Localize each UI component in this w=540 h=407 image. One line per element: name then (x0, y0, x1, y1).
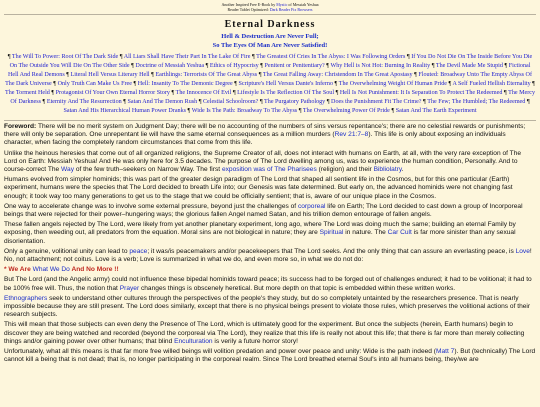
paragraph-ethnographers (4, 295, 536, 320)
link-separator: ¶ (51, 90, 56, 96)
link-separator: ¶ (42, 99, 47, 105)
bibliolatry-link[interactable]: Bibliolatry (373, 166, 402, 174)
foreword-text-end: ). This life is only about exposing an individuals character, when facing the completely random circumstances that come from this life. (4, 131, 506, 147)
link-separator: ¶ (258, 72, 263, 78)
link-separator: ¶ (133, 81, 138, 87)
text: ; it was/is peacemakers and/or peacekeepers that The Lord seeks. And the only thing that can assure an everlasting peace, is (147, 247, 516, 255)
enculturation-link[interactable]: Enculturation (174, 337, 213, 345)
text: These fallen angels rejected by The Lord, were likely from yet another planetary experiment, long ago, where The Lord was doing much the same; building an eternal Family by exposing, then weeding out, all predators from the equation. Moral sins are not biological in nature; they are (4, 221, 516, 237)
chapter-link[interactable]: Only Truth Can Make Us Free (57, 81, 132, 87)
text: Only a genuine, volitional unity can lead to (4, 247, 130, 255)
paragraph-creator (4, 150, 536, 175)
corporeal-link[interactable]: corporeal (297, 202, 326, 210)
chapter-link[interactable]: Does the Punishment Fit The Crime? (331, 99, 422, 105)
way-link[interactable]: Way (61, 166, 74, 174)
link-separator: ¶ (334, 81, 339, 87)
chapter-link[interactable]: Satan And The Earth Experiment (395, 108, 477, 114)
paragraph-deny-presence (4, 321, 536, 346)
text: (religion) and their (316, 166, 374, 174)
chapter-link[interactable]: The Mercy Of Darkness (10, 90, 535, 105)
chapter-link[interactable]: The Overwhelming Weight Of Human Pride (338, 81, 447, 87)
chapter-link[interactable]: The Greatest Of Cries In The Abyss: I Was Following Orders (256, 54, 406, 60)
link-separator: ¶ (251, 54, 257, 60)
link-separator: ¶ (119, 54, 124, 60)
link-separator: ¶ (335, 90, 340, 96)
link-separator: ¶ (123, 99, 128, 105)
link-separator: ¶ (448, 81, 453, 87)
paragraph-prayer (4, 276, 536, 292)
text: in nature. The (343, 229, 388, 237)
ethnographers-link[interactable]: Ethnographers (4, 294, 48, 302)
text: changes things is obscenely heretical. But more depth on that topic is embedded within these written works. (139, 284, 456, 292)
chapter-link[interactable]: Scripture's Hell Versus Dante's Inferno (238, 81, 334, 87)
dark-reader-link[interactable]: Dark Reader Fix Browsers (269, 7, 313, 12)
foreword-label: Foreword: (4, 123, 37, 130)
page-header (0, 2, 540, 50)
what-we-do-link[interactable]: What We Do (32, 266, 70, 274)
link-separator: ¶ (187, 108, 192, 114)
link-separator: ¶ (504, 63, 509, 69)
link-separator: ¶ (406, 54, 412, 60)
love-link[interactable]: Love (515, 247, 530, 255)
chapter-link[interactable]: Ethics of Hypocrisy (209, 63, 259, 69)
chapter-link[interactable]: Celestial Schoolroom? (202, 99, 259, 105)
chapter-link[interactable]: The Few; The Humbled; The Redeemed (427, 99, 526, 105)
text: But The Lord (and the Angelic army) could not influence these bipedal hominids toward peace; its success had to be forged out of challenges endured; it had to be volitional; it had to be 100% free will. Thus, the notion that (4, 276, 532, 292)
reader-note-pre: Reader Tablet Optimized: (227, 7, 270, 12)
link-separator: ¶ (259, 99, 265, 105)
text: Unlike the heinous heresies that come out of all organized religions, the Supreme Creator of all, does not interact with humans on Earth, at all, with the very rare exception of The Lord on Earth: Messiah Yeshua! And He was only here for 3.5 decades. The purpose of The Lord dwelling among us, was to experience the human condition, Personally. And to course-correct The (4, 149, 522, 174)
chapter-link[interactable]: Satan And His Hierarchical Human Power Dranks (63, 108, 187, 114)
link-separator: ¶ (260, 63, 265, 69)
link-separator: ¶ (7, 54, 12, 60)
paragraph-humans-evolved: Humans evolved from simpler hominids; this was part of the greater design paradigm of The Lord that shaped all sentient life in the Cosmos, but for this one particular (Earth) experiment, humans were the species that The Lord decided to breath Life into; our Genesis was fate determined. But early on, the advanced hominids were not changing fast enough; it took way too many generations to get us to the stage that we could be officially sentient; that is, aware of our unique place in the Cosmos. (4, 176, 513, 200)
link-separator: ¶ (66, 72, 71, 78)
chapter-link[interactable]: Hell Is Not Punishment: It Is Separation To Protect The Redeemed (339, 90, 503, 96)
text: is far more sinister than any sexual disorientation. (4, 229, 516, 245)
matt-7-link[interactable]: Matt 7 (436, 348, 455, 356)
text: is verily a future horror story! (212, 337, 298, 345)
divider-nav (4, 120, 536, 121)
chapter-link[interactable]: Protagonist Of Your Own Eternal Horror Story (55, 90, 170, 96)
link-separator: ¶ (326, 99, 332, 105)
chapter-link[interactable]: The Great Falling Away: Christendom In The Great Apostasy (262, 72, 413, 78)
link-separator: ¶ (532, 81, 535, 87)
paragraph-external-pressure (4, 203, 536, 219)
link-separator: ¶ (198, 99, 203, 105)
text: ! No, not attachment; not coitus. Love is a verb; Love is summarized in what we do, and even more so, in what we do not do: (4, 247, 532, 264)
link-separator: ¶ (131, 63, 136, 69)
divider-top (4, 14, 536, 15)
pharisees-link[interactable]: exposition was of The Pharisees (221, 166, 317, 174)
chapter-link[interactable]: Eternity And The Resurrection (46, 99, 122, 105)
chapter-link[interactable]: Literal Hell Versus Literary Hell (70, 72, 150, 78)
page-title: Eternal Darkness (224, 19, 316, 30)
link-separator: ¶ (503, 90, 509, 96)
foreword-text: There will be no merit system on Judgment Day; there will be no accounting of the numbers of sins versus repentance's; there are no celestial rewards or punishments; there will only be separation. One unrepentant lie will have the same eternal consequences as a million murders ( (4, 123, 526, 139)
author-link[interactable]: Mystic (276, 2, 288, 7)
text: life on Earth; The Lord decided to cast down a group of Incorporeal beings that were rejected for their power–hungering ways; the glorious fallen Angel named Satan, and his trillion demon entourage of fallen angels. (4, 202, 523, 219)
byline-post: of Messiah Yeshua (287, 2, 319, 7)
link-separator: ¶ (326, 63, 331, 69)
text: of the few truth–seekers on Narrow Way. The first (74, 166, 222, 174)
link-separator: ¶ (414, 72, 419, 78)
chapter-link[interactable]: All Liars Shall Have Their Part In The Lake Of Fire (123, 54, 251, 60)
chapter-link[interactable]: Earthlings: Terrorists Of The Great Abyss (155, 72, 258, 78)
chapter-link[interactable]: The Torment Held (5, 90, 50, 96)
link-separator: ¶ (205, 63, 210, 69)
link-separator: ¶ (298, 108, 303, 114)
paragraph-fallen-angels (4, 221, 536, 246)
chapter-link[interactable]: Hell: Insanity To The Demonic Degree (137, 81, 233, 87)
chapter-link[interactable]: Wide Is The Path: Broadway To The Abyss (191, 108, 298, 114)
chapter-link[interactable]: The Purgatory Pathology (264, 99, 326, 105)
chapter-link[interactable]: Penitent or Penitentiary? (264, 63, 325, 69)
link-separator: ¶ (431, 63, 436, 69)
text: seek to understand other cultures through the perspectives of the people's they study, but do so completely untainted by the researchers presence. That is nearly impossible because they are still present. The Lord does similarly, except that there is no physical beings present to violate those rules, which preserves the volitional actions of their research subjects. (4, 294, 531, 319)
chapter-link[interactable]: Flouted: Broadway Unto The Empty Abyss Of The Dark Universe (5, 72, 532, 87)
text: One way to accelerate change was to involve some external pressure, beyond just the challenges of (4, 202, 298, 210)
link-separator: ¶ (391, 108, 396, 114)
subtitle-1: Hell & Destruction Are Never Full; (221, 33, 319, 40)
paragraph-we-are (4, 266, 536, 274)
prayer-link[interactable]: Prayer (119, 284, 140, 292)
chapter-links (0, 50, 540, 118)
chapter-link[interactable]: Fictional Hell And Real Demons (8, 63, 531, 78)
link-separator: ¶ (151, 72, 156, 78)
chapter-link[interactable]: Lifestyle Is The Reflection Of The Soul (237, 90, 335, 96)
chapter-link[interactable]: The Innocence Of Evil (175, 90, 232, 96)
peace-link[interactable]: peace (129, 247, 148, 255)
link-separator: ¶ (232, 90, 238, 96)
link-separator: ¶ (53, 81, 58, 87)
we-are-post: And No More !! (69, 266, 119, 274)
text: This will mean that those subjects can even deny the Presence of The Lord, which is ultimately good for the experiment. But once the subjects (herein, Earth humans) begin to discover they are being watched and recorded (beyond the corporeal via The Lord), they realize that this life is really not about this life; that there is far more than merely collecting things and/or gaining power over other humans; that blind (4, 321, 525, 345)
subtitle-2: So The Eyes Of Man Are Never Satisfied! (212, 42, 328, 49)
text: . (401, 166, 404, 174)
paragraph-wide-path (4, 348, 536, 364)
text: Unfortunately, what all this means is that far more free willed beings will volition predation and power over peace and unity: Wide is the path indeed ( (4, 348, 436, 356)
chapter-link[interactable]: The Devil Made Me Stupid (435, 63, 503, 69)
chapter-link[interactable]: If You Do Not Die On The Inside Before You Die On The Outside You Will Die On The Other Side (9, 54, 533, 69)
chapter-link[interactable]: Why Hell is Not Hot: Burning In Reality (330, 63, 431, 69)
paragraph-peace (4, 248, 536, 264)
reader-note (0, 7, 540, 12)
chapter-link[interactable]: A Self Fueled Hellish Eternality (452, 81, 531, 87)
rev-ref-link[interactable]: Rev 21:7–8 (334, 131, 369, 139)
chapter-link[interactable]: The Will To Power: Root Of The Dark Side (11, 54, 119, 60)
chapter-link[interactable]: Doctrine of Messiah Yeshua (135, 63, 205, 69)
we-are-pre: * We Are (4, 266, 33, 274)
foreword-paragraph (4, 123, 536, 148)
chapter-link[interactable]: Satan And The Demon Rush (127, 99, 198, 105)
main-content (0, 123, 540, 364)
text: ). But (technically) The Lord cannot kill a being that is not dead; that is, no longer participating in the corporeal realm. Since The Lord breathed eternal Soul's into all humans being, they/we are (4, 348, 536, 364)
link-separator: ¶ (171, 90, 176, 96)
link-separator: ¶ (234, 81, 239, 87)
byline-pre: Another Inspired Free E-Book by (221, 2, 277, 7)
car-cult-link[interactable]: Car Cult (387, 229, 412, 237)
chapter-link[interactable]: The Overwhelming Power Of Pride (302, 108, 390, 114)
link-separator: ¶ (526, 99, 530, 105)
spiritual-link[interactable]: Spiritual (319, 229, 344, 237)
link-separator: ¶ (423, 99, 428, 105)
